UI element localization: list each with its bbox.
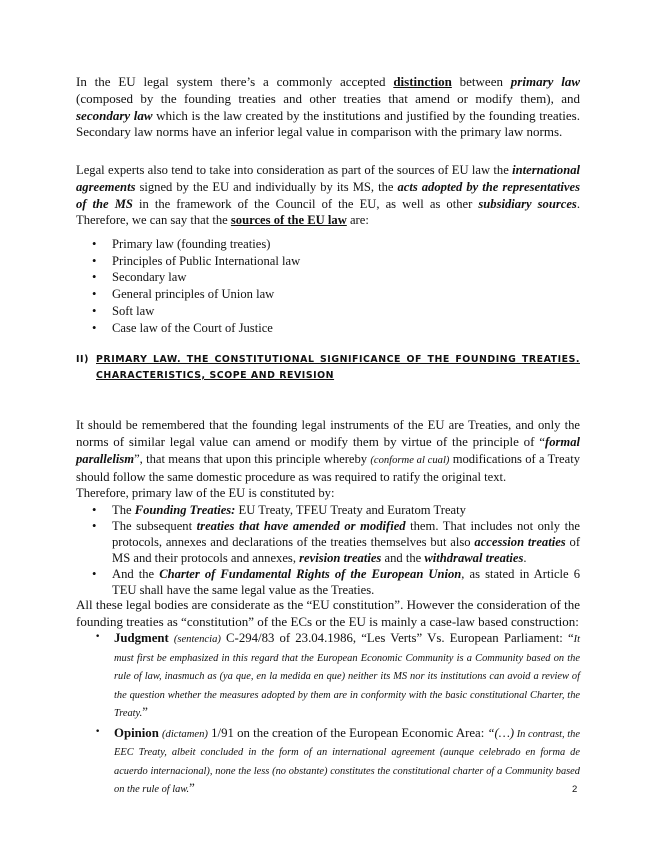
section-title: PRIMARY LAW. THE CONSTITUTIONAL SIGNIFICANCE OF THE FOUNDING TREATIES. CHARACTERISTICS, SCOPE AND REVISION	[96, 354, 580, 381]
quote-open: “(…)	[487, 725, 515, 740]
term-sources-of-eu-law: sources of the EU law	[230, 213, 347, 228]
primary-law-list	[92, 502, 580, 599]
text-run: Legal experts also tend to take into consideration as part of the sources of EU law the	[76, 163, 513, 177]
translation-note: (conforme al cual)	[370, 454, 450, 466]
term-distinction: distinction	[393, 74, 452, 89]
text-run: in the framework of the Council of the EU, as well as other	[132, 196, 479, 211]
text-run: And the	[112, 567, 160, 582]
term-secondary-law: secondary law	[76, 107, 153, 123]
text-run: signed by the EU and individually by its MS, the	[135, 179, 398, 194]
paragraph-eu-constitution: All these legal bodies are considerate as the “EU constitution”. However the consideration of the founding treaties as “constitution” of the ECs or the EU is mainly a case-law based construction:	[76, 597, 580, 629]
case-label: Judgment	[114, 631, 169, 645]
text-run: EU Treaty, TFEU Treaty and Euratom Treaty	[235, 503, 466, 517]
case-label: Opinion	[114, 725, 159, 740]
term-withdrawal-treaties: withdrawal treaties	[424, 551, 524, 566]
term-accession-treaties: accession treaties	[474, 535, 566, 550]
text-run: . Therefore, we can say that the	[76, 196, 580, 228]
paragraph-founding-instruments	[76, 417, 580, 486]
text-run: .	[523, 551, 527, 566]
text-run: norms of similar legal value can amend or modify them by virtue of the principle of “	[76, 433, 546, 449]
translation-note: (sentencia)	[173, 634, 221, 645]
text-run: which is the law created by the institutions and justified by the founding treaties. Secondary law norms have an inferior legal value in comparison with the primary law norms.	[76, 107, 580, 140]
list-item: • Secondary law	[92, 269, 300, 286]
text-run: ”	[142, 705, 148, 719]
text-run: In the EU legal system there’s a commonly accepted	[76, 74, 394, 89]
term-formal-parallelism: formal parallelism	[76, 434, 580, 466]
text-run: of MS and their protocols and annexes,	[112, 535, 581, 566]
page-number: 2	[572, 784, 578, 795]
text-run: are:	[346, 213, 369, 228]
text-run: them. That includes not only the protocols, annexes and declarations of the treaties themselves but also	[112, 519, 580, 550]
list-item	[92, 502, 580, 518]
list-item	[92, 566, 580, 598]
term-international-agreements: international agreements	[76, 163, 580, 194]
case-quote: It must first be emphasized in this regard that the European Economic Community is a Community based on the rule of law, inasmuch as (ya que, en la medida en que) neither its MS nor its institutions can avoid a review of the question whether the measures adopted by them are in conformity with the basic constitutional Charter, the Treaty.	[114, 634, 580, 719]
term-charter: Charter of Fundamental Rights of the European Union	[159, 567, 462, 582]
case-quote: In contrast, the EEC Treaty, albeit concluded in the form of an international agreement (aunque celebrado en forma de acuerdo internacional), none the less (no obstante) constitutes the constitutional charter of a Community	[114, 728, 580, 777]
text-run: ”, that means that upon this principle whereby	[134, 451, 371, 466]
term-primary-law: primary law	[510, 74, 581, 89]
term-subsidiary-sources: subsidiary sources	[478, 196, 577, 211]
text-run: , as stated in Article 6 TEU shall have the same legal value as the Treaties.	[112, 567, 580, 598]
section-heading	[76, 352, 580, 383]
list-item: • Case law of the Court of Justice	[92, 320, 300, 337]
term-founding-treaties: Founding Treaties:	[134, 503, 236, 517]
sources-list	[92, 236, 300, 336]
term-amending-treaties: treaties that have amended or modified	[196, 519, 406, 534]
text-run: between	[451, 74, 511, 89]
case-law-list	[92, 630, 580, 799]
section-number: II)	[76, 354, 89, 365]
case-reference: 1/91 on the creation of the European Economic Area:	[207, 725, 488, 740]
paragraph-therefore: Therefore, primary law of the EU is constituted by:	[76, 486, 335, 500]
translation-note: (dictamen)	[162, 728, 208, 740]
list-item: • Principles of Public International law	[92, 253, 300, 270]
list-item: • Primary law (founding treaties)	[92, 236, 300, 253]
text-run: and the	[381, 551, 425, 566]
list-item-opinion	[92, 725, 580, 799]
text-run: modifications of a Treaty should follow the same domestic procedure as was required to ratify the original text.	[76, 451, 581, 485]
case-quote-tail: based on the rule of law.	[114, 765, 580, 795]
list-item: • General principles of Union law	[92, 286, 300, 303]
paragraph-primary-secondary-law	[76, 74, 580, 141]
term-revision-treaties: revision treaties	[299, 551, 382, 566]
list-item: • Soft law	[92, 303, 300, 320]
text-run: (composed by the founding treaties and other treaties that amend or modify them), and	[76, 90, 580, 106]
text-run: ”	[189, 781, 195, 795]
term-acts-adopted: acts adopted by the representatives of the MS	[76, 179, 580, 211]
paragraph-sources	[76, 162, 580, 229]
list-item	[92, 518, 580, 566]
list-item-judgment	[92, 630, 580, 723]
text-run: The subsequent	[112, 519, 197, 534]
case-reference: C-294/83 of 23.04.1986, “Les Verts” Vs. European Parliament: “	[220, 631, 574, 645]
text-run: The	[112, 503, 135, 517]
text-run: It should be remembered that the founding legal instruments of the EU are Treaties, and only the	[76, 418, 580, 432]
